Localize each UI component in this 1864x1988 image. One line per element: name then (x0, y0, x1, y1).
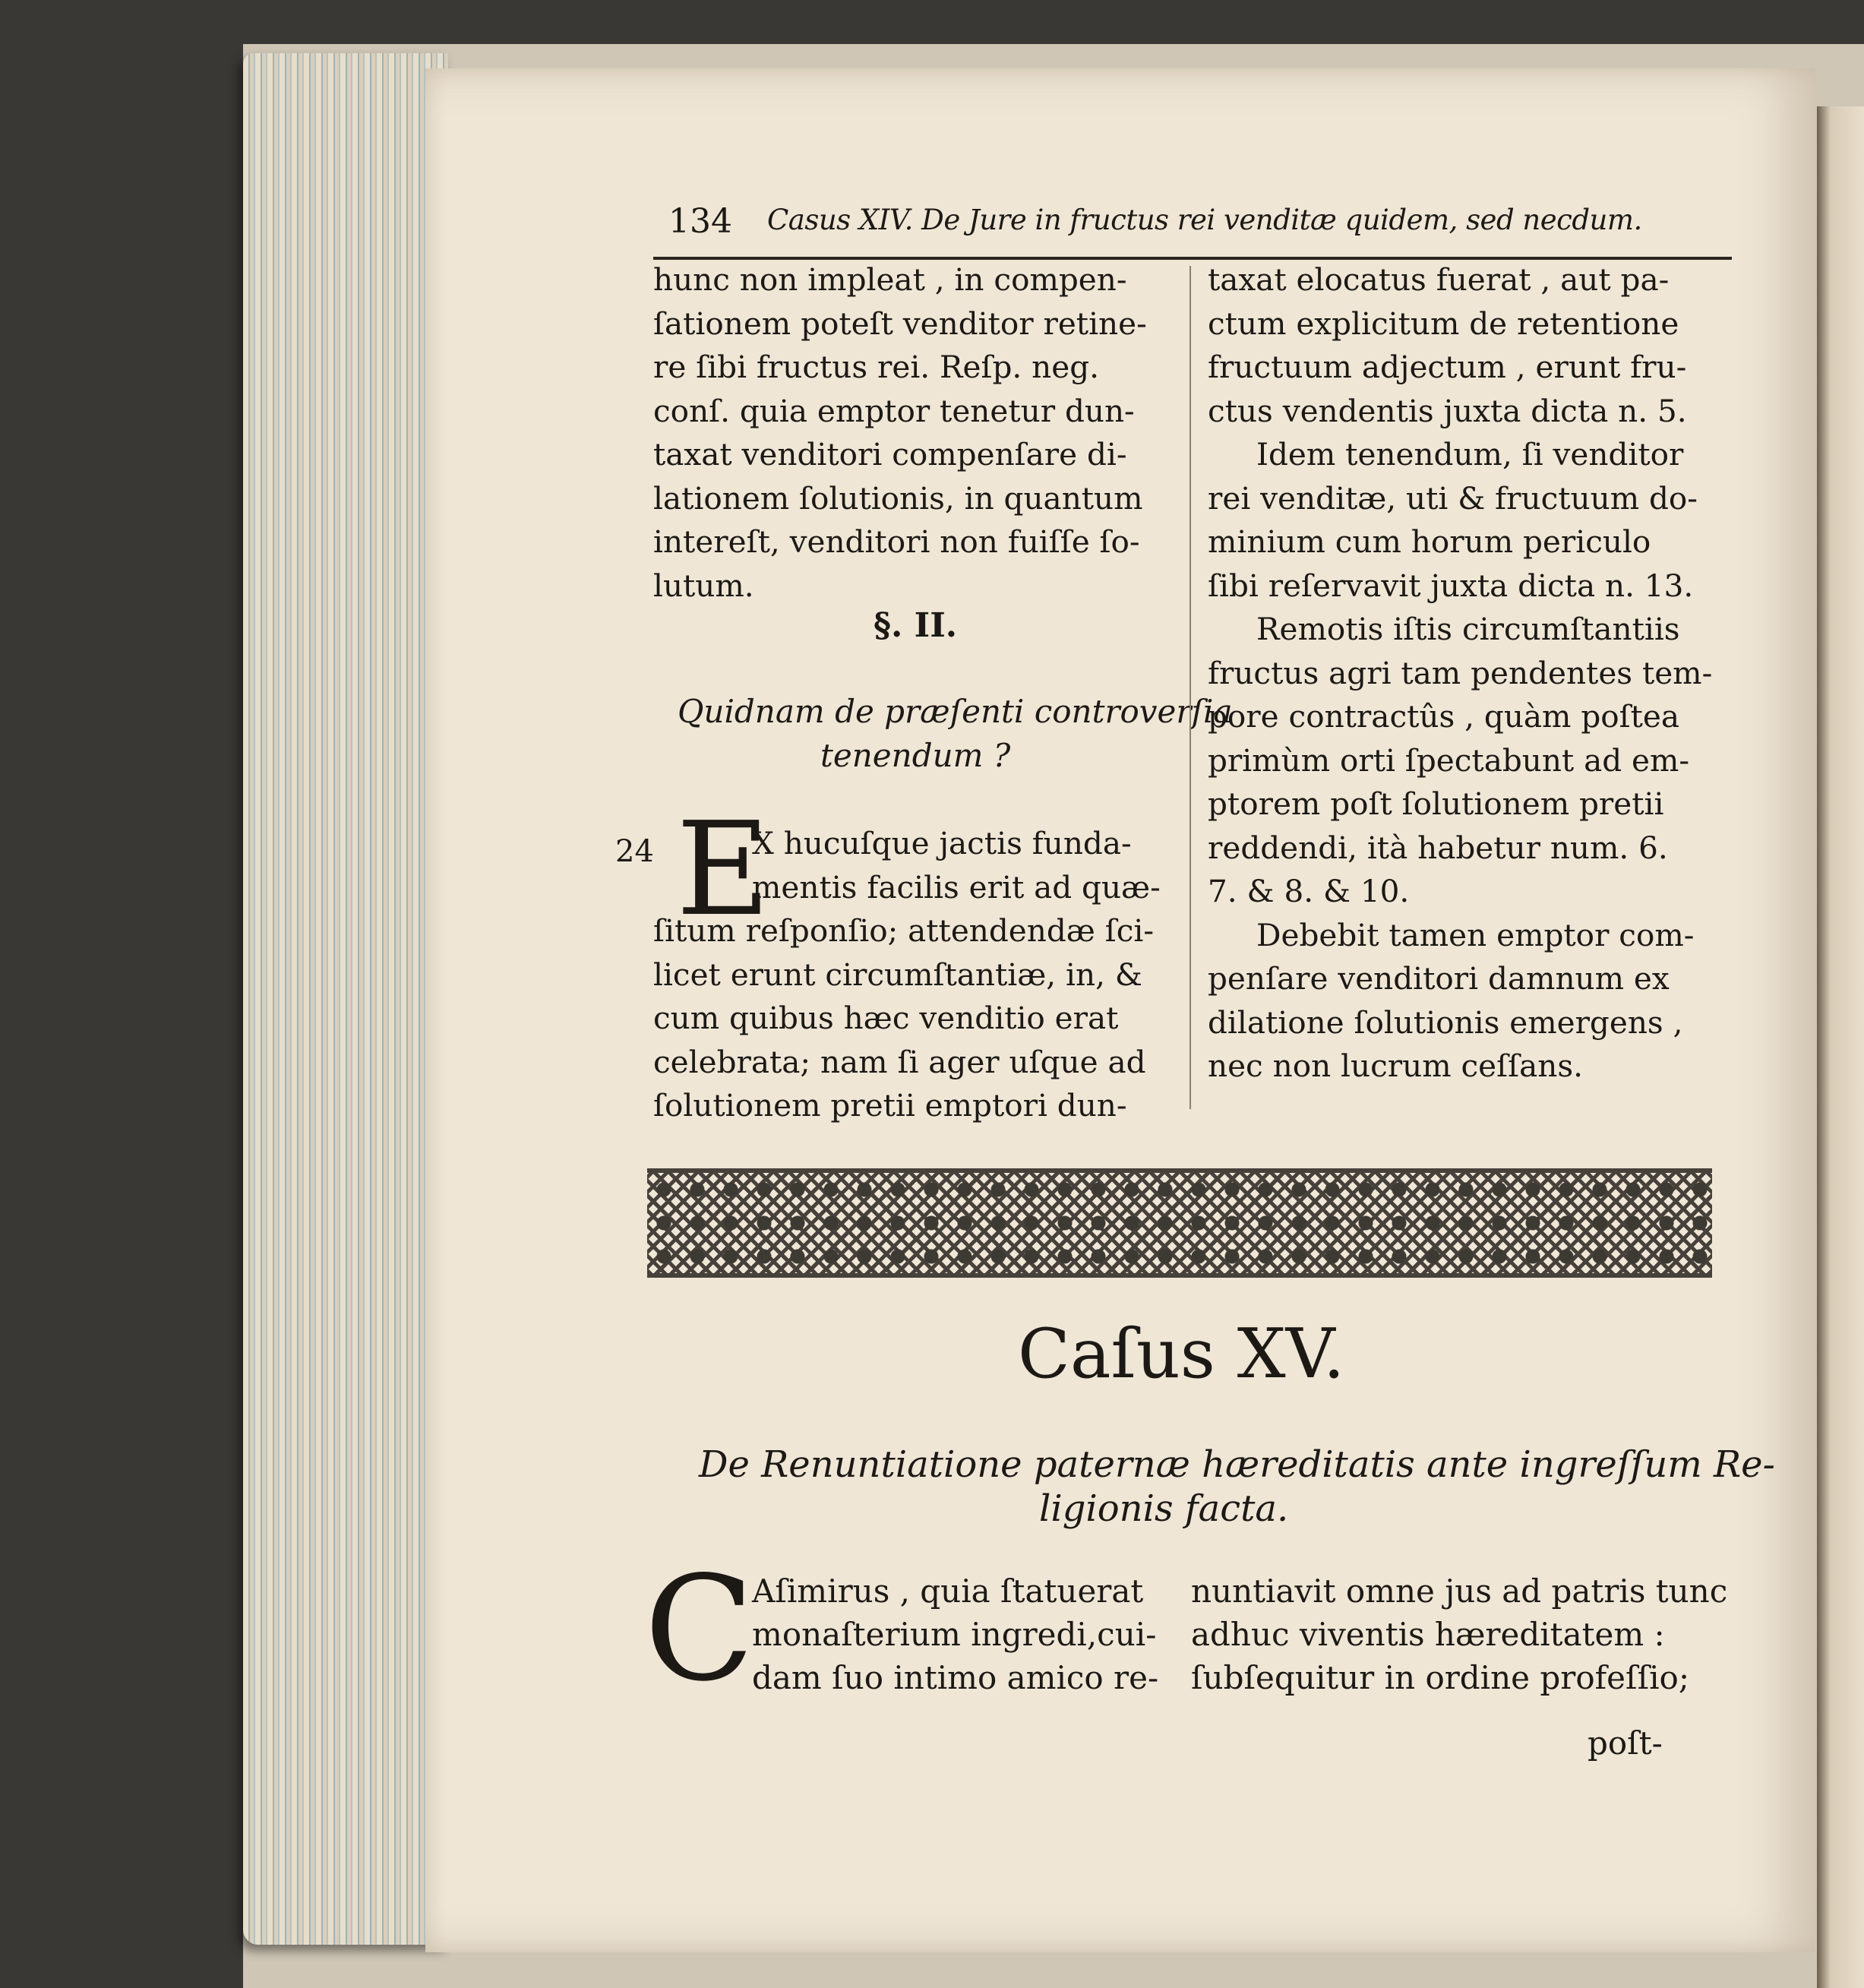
text-line: intereſt, venditori non fuiſſe ſo- (653, 523, 1140, 560)
drop-initial-c: C (644, 1545, 755, 1713)
decorative-ornament-band (647, 1168, 1712, 1278)
text-line: licet erunt circumſtantiæ, in, & (653, 956, 1142, 993)
text-line: cum quibus hæc venditio erat (653, 1000, 1119, 1036)
text-line: ctum explicitum de retentione (1208, 305, 1679, 342)
text-line: nec non lucrum ceſſans. (1208, 1048, 1583, 1084)
text-line: ſubſequitur in ordine profeſſio; (1191, 1659, 1689, 1696)
text-line: adhuc viventis hæreditatem : (1191, 1616, 1665, 1653)
text-line: nuntiavit omne jus ad patris tunc (1191, 1572, 1728, 1610)
left-column-bottom (653, 822, 1161, 1128)
facing-page-edge (1817, 106, 1864, 1988)
text-line: Remotis iſtis circumſtantiis (1256, 611, 1680, 647)
text-line: mentis facilis erit ad quæ- (752, 868, 1161, 906)
text-line: ctus vendentis juxta dicta n. 5. (1208, 392, 1687, 429)
bottom-left-column (752, 1569, 1158, 1699)
text-line: dilatione ſolutionis emergens , (1208, 1003, 1683, 1041)
text-line: primùm orti ſpectabunt ad em- (1208, 741, 1690, 779)
text-line: lationem ſolutionis, in quantum (653, 479, 1143, 517)
casus-subtitle-line1: De Renuntiatione paternæ hæreditatis ante ingreſſum Re- (699, 1443, 1775, 1486)
drop-initial-e: E (676, 795, 771, 945)
text-line: conſ. quia emptor tenetur dun- (653, 392, 1135, 429)
right-column (1208, 258, 1739, 1089)
text-line: Aſimirus , quia ſtatuerat (752, 1572, 1144, 1610)
page-edges (243, 53, 448, 1945)
text-line: 7. & 8. & 10. (1208, 873, 1410, 909)
text-line: fructuum adjectum , erunt fru- (1208, 349, 1687, 385)
text-line: dam ſuo intimo amico re- (752, 1659, 1159, 1696)
bottom-right-column (1191, 1569, 1727, 1699)
text-line: pore contractûs , quàm poſtea (1208, 698, 1680, 735)
text-line: penſare venditori damnum ex (1208, 960, 1670, 997)
text-line: ſolutionem pretii emptori dun- (653, 1087, 1127, 1124)
section-mark: §. II. (874, 606, 958, 645)
text-line: ſibi reſervavit juxta dicta n. 13. (1208, 567, 1694, 604)
question-heading-line1: Quidnam de præſenti controverſia (678, 693, 1233, 730)
text-line: X hucuſque jactis funda- (752, 825, 1132, 861)
text-line: Idem tenendum, ſi venditor (1256, 436, 1684, 473)
text-line: taxat venditori compenſare di- (653, 436, 1127, 473)
text-line: ſitum reſponſio; attendendæ ſci- (653, 912, 1155, 949)
casus-subtitle-line2: ligionis facta. (1039, 1487, 1289, 1530)
catchword: poſt- (1588, 1724, 1663, 1762)
page-number: 134 (668, 202, 732, 241)
text-line: monaſterium ingredi,cui- (752, 1616, 1157, 1653)
text-line: ptorem poſt ſolutionem pretii (1208, 785, 1664, 822)
text-line: reddendi, ità habetur num. 6. (1208, 829, 1668, 866)
column-divider (1189, 266, 1191, 1109)
margin-number: 24 (615, 834, 654, 869)
text-line: rei venditæ, uti & fructuum do- (1208, 479, 1698, 517)
text-line: Debebit tamen emptor com- (1256, 916, 1695, 953)
text-line: hunc non impleat , in compen- (653, 261, 1127, 298)
running-header (668, 196, 1747, 242)
text-line: ſationem poteſt venditor retine- (653, 305, 1147, 342)
text-line: lutum. (653, 567, 754, 604)
running-title: Casus XIV. De Jure in fructus rei venditæ quidem, sed necdum. (767, 204, 1642, 236)
left-column-top (653, 258, 1185, 608)
text-line: re ſibi fructus rei. Reſp. neg. (653, 349, 1100, 385)
casus-title: Caſus XV. (1018, 1314, 1345, 1394)
text-line: minium cum horum periculo (1208, 523, 1651, 560)
question-heading-line2: tenendum ? (820, 737, 1011, 774)
text-line: celebrata; nam ſi ager uſque ad (653, 1043, 1146, 1080)
text-line: fructus agri tam pendentes tem- (1208, 654, 1713, 691)
text-line: taxat elocatus fuerat , aut pa- (1208, 261, 1670, 298)
